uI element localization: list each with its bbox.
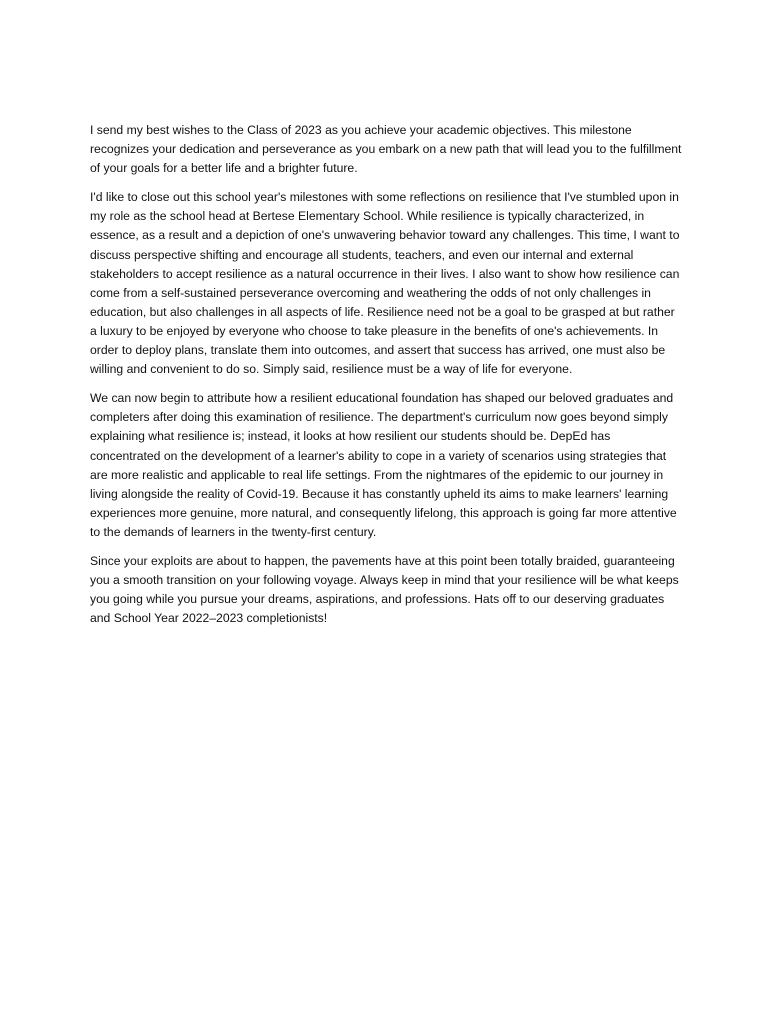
paragraph-resilience-reflection: I'd like to close out this school year's milestones with some reflections on resilience that I've stumbled upon in my role as the school head at Bertese Elementary School. While resilience is typically characterized, in essence, as a result and a depiction of one's unwavering behavior toward any challenges. This time, I want to discuss perspective shifting and encourage all students, teachers, and even our internal and external stakeholders to accept resilience as a natural occurrence in their lives. I also want to show how resilience can come from a self-sustained perseverance overcoming and weathering the odds of not only challenges in education, but also challenges in all aspects of life. Resilience need not be a goal to be grasped at but rather a luxury to be enjoyed by everyone who choose to take pleasure in the benefits of one's achievements. In order to deploy plans, translate them into outcomes, and assert that success has arrived, one must also be willing and convenient to do so. Simply said, resilience must be a way of life for everyone. <box>90 190 680 377</box>
document-body <box>90 121 682 638</box>
paragraph-educational-foundation: We can now begin to attribute how a resilient educational foundation has shaped our beloved graduates and completers after doing this examination of resilience. The department's curriculum now goes beyond simply explaining what resilience is; instead, it looks at how resilient our students should be. DepEd has concentrated on the development of a learner's ability to cope in a variety of scenarios using strategies that are more realistic and applicable to real life settings. From the nightmares of the epidemic to our journey in living alongside the reality of Covid-19. Because it has constantly upheld its aims to make learners' learning experiences more genuine, more natural, and consequently lifelong, this approach is going far more attentive to the demands of learners in the twenty-first century. <box>90 391 677 539</box>
paragraph-greeting: I send my best wishes to the Class of 2023 as you achieve your academic objectives. This milestone recognizes your dedication and perseverance as you embark on a new path that will lead you to the fulfillment of your goals for a better life and a brighter future. <box>90 123 682 176</box>
paragraph-closing: Since your exploits are about to happen, the pavements have at this point been totally braided, guaranteeing you a smooth transition on your following voyage. Always keep in mind that your resilience will be what keeps you going while you pursue your dreams, aspirations, and professions. Hats off to our deserving graduates and School Year 2022–2023 completionists! <box>90 553 679 626</box>
